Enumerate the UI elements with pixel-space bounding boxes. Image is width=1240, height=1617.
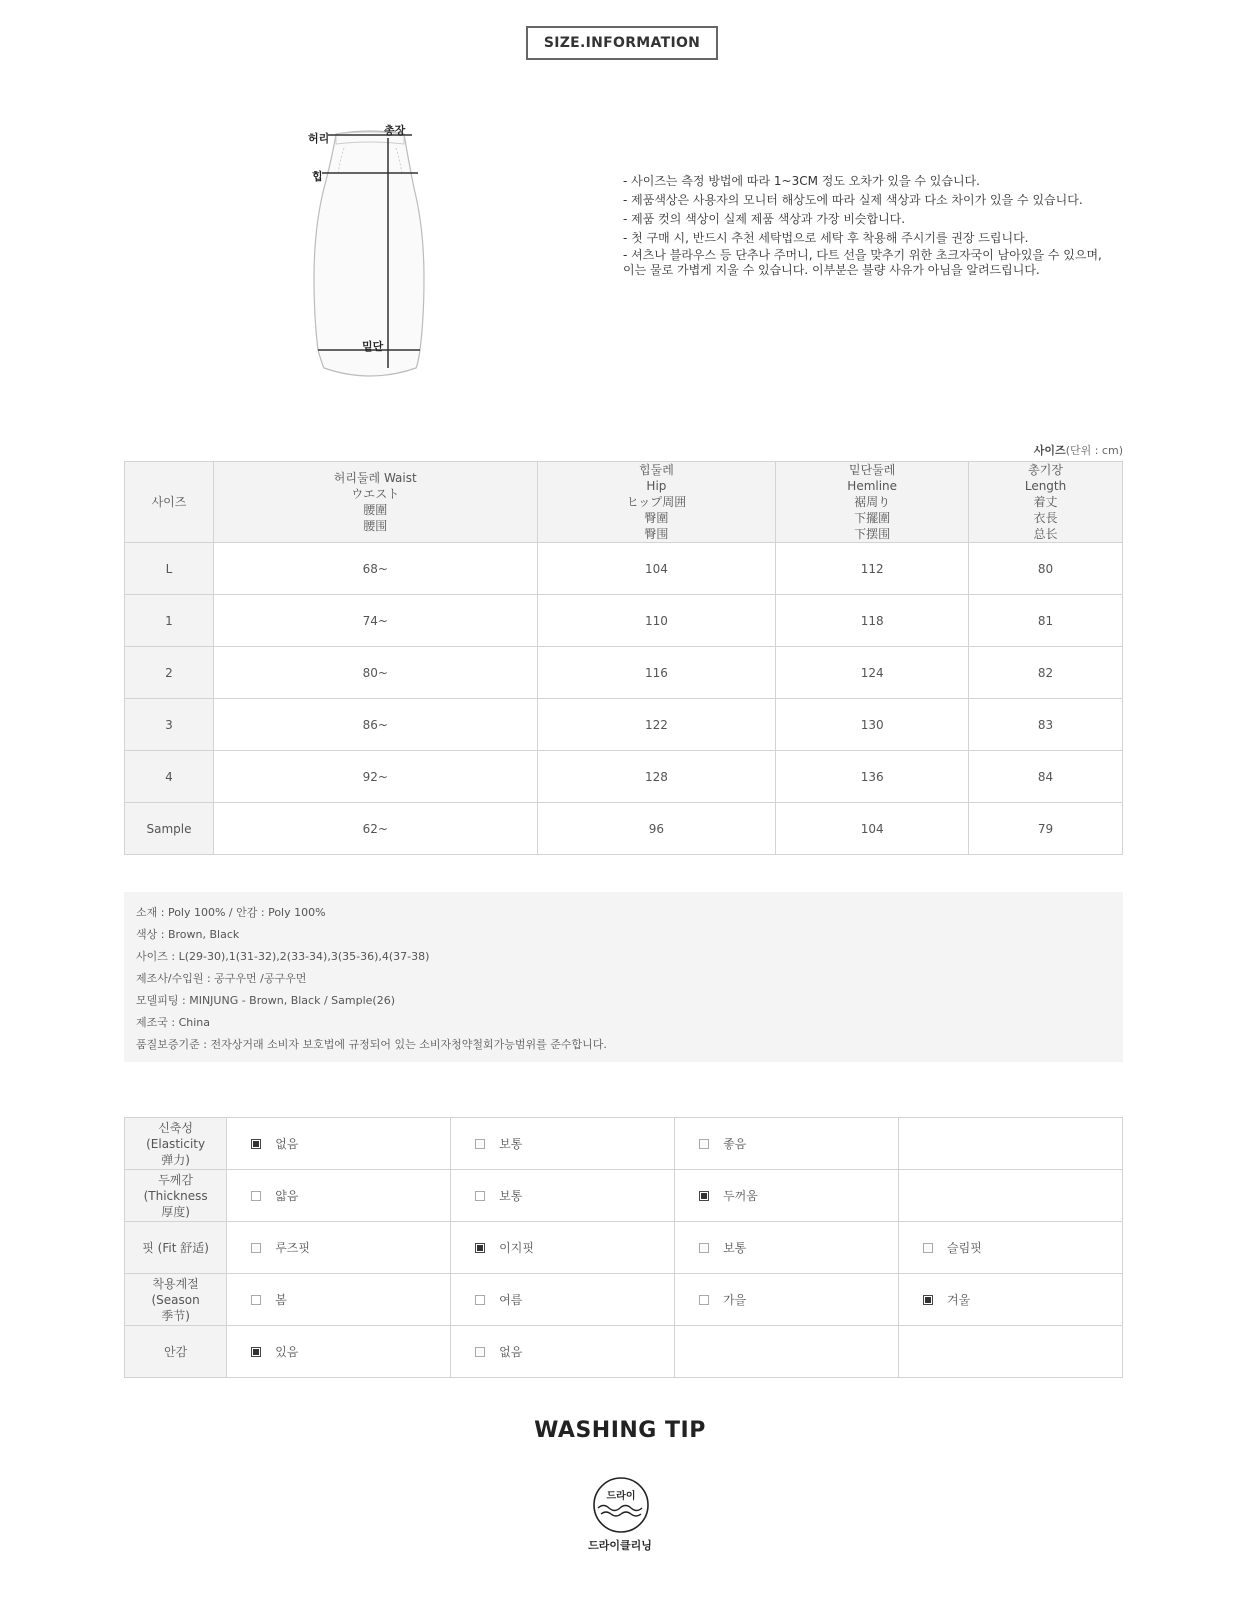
attribute-option-label: 가을: [723, 1293, 747, 1307]
header-line: 腰围: [363, 519, 388, 533]
checkbox-empty-icon: [475, 1191, 485, 1201]
table-row: [125, 699, 1123, 751]
size-cell: 1: [125, 595, 214, 647]
waist-cell: 74~: [213, 595, 537, 647]
header-line: 总长: [1033, 527, 1058, 541]
header-line: Hemline: [847, 479, 898, 493]
header-line: 사이즈: [151, 495, 187, 509]
header-line: 下擺圍: [854, 511, 891, 525]
header-line: 힙둘레: [639, 463, 674, 477]
checkbox-checked-icon: [251, 1139, 261, 1149]
unit-label: [1034, 442, 1123, 458]
checkbox-empty-icon: [475, 1295, 485, 1305]
table-row: [125, 647, 1123, 699]
size-table: [124, 461, 1123, 855]
header-waist: [213, 462, 537, 543]
attribute-option-label: 좋음: [723, 1137, 747, 1151]
header-line: 밑단둘레: [849, 463, 896, 477]
length-cell: 81: [969, 595, 1123, 647]
hemline-cell: 118: [776, 595, 969, 647]
attribute-head-line: 厚度): [161, 1204, 190, 1219]
size-cell: 4: [125, 751, 214, 803]
hemline-cell: 130: [776, 699, 969, 751]
hemline-cell: 136: [776, 751, 969, 803]
attribute-option: [451, 1222, 675, 1274]
header-line: ヒップ周囲: [626, 495, 687, 509]
attribute-option: [227, 1170, 451, 1222]
unit-title: 사이즈: [1033, 444, 1066, 457]
size-cell: 3: [125, 699, 214, 751]
size-table-header-row: [125, 462, 1123, 543]
info-quality-guarantee: 품질보증기준 : 전자상거래 소비자 보호법에 규정되어 있는 소비자청약철회가능범위를 준수합니다.: [136, 1038, 607, 1051]
attribute-option-label: 겨울: [947, 1293, 971, 1307]
hip-cell: 116: [537, 647, 776, 699]
attribute-option-label: 이지핏: [499, 1241, 534, 1255]
attribute-table: [124, 1117, 1123, 1378]
header-line: 裾周り: [854, 495, 891, 509]
size-cell: Sample: [125, 803, 214, 855]
hip-cell: 128: [537, 751, 776, 803]
size-cell: L: [125, 543, 214, 595]
attribute-option: [451, 1274, 675, 1326]
info-sizes: 사이즈 : L(29-30),1(31-32),2(33-34),3(35-36),4(37-38): [136, 950, 430, 963]
washing-tip-title: WASHING TIP: [534, 1418, 706, 1443]
length-cell: 79: [969, 803, 1123, 855]
attribute-option: [451, 1170, 675, 1222]
checkbox-empty-icon: [699, 1139, 709, 1149]
hip-cell: 122: [537, 699, 776, 751]
header-line: 허리둘레 Waist: [333, 471, 417, 485]
attribute-head: [125, 1326, 227, 1378]
attribute-row: [125, 1170, 1123, 1222]
checkbox-checked-icon: [923, 1295, 933, 1305]
hip-cell: 96: [537, 803, 776, 855]
attribute-option: [675, 1222, 899, 1274]
attribute-head: [125, 1222, 227, 1274]
waist-cell: 86~: [213, 699, 537, 751]
hip-cell: 104: [537, 543, 776, 595]
header-line: ウエスト: [351, 487, 400, 501]
header-line: 着丈: [1033, 495, 1058, 509]
note-item: - 제품색상은 사용자의 모니터 해상도에 따라 실제 색상과 다소 차이가 있을 수 있습니다.: [623, 193, 1083, 207]
attribute-option-label: 보통: [499, 1137, 523, 1151]
attribute-empty-cell: [675, 1326, 899, 1378]
attribute-option: [675, 1274, 899, 1326]
attribute-head-line: 착용계절 (Season: [151, 1276, 200, 1307]
attribute-empty-cell: [899, 1170, 1123, 1222]
attribute-head: [125, 1274, 227, 1326]
attribute-head: [125, 1170, 227, 1222]
attribute-option: [227, 1118, 451, 1170]
length-cell: 84: [969, 751, 1123, 803]
attribute-option-label: 얇음: [275, 1189, 299, 1203]
table-row: [125, 803, 1123, 855]
checkbox-checked-icon: [475, 1243, 485, 1253]
attribute-row: [125, 1222, 1123, 1274]
page-title: SIZE.INFORMATION: [526, 26, 718, 60]
attribute-head: [125, 1118, 227, 1170]
header-hemline: [776, 462, 969, 543]
attribute-option-label: 봄: [275, 1293, 287, 1307]
header-size: [125, 462, 214, 543]
attribute-row: [125, 1326, 1123, 1378]
waist-label: 허리: [308, 132, 330, 145]
attribute-option-label: 없음: [275, 1137, 299, 1151]
attribute-option-label: 없음: [499, 1345, 523, 1359]
info-material: 소재 : Poly 100% / 안감 : Poly 100%: [136, 906, 326, 919]
attribute-option: [451, 1326, 675, 1378]
checkbox-empty-icon: [923, 1243, 933, 1253]
skirt-measurement-diagram: [300, 118, 440, 388]
hemline-cell: 112: [776, 543, 969, 595]
header-line: 下摆围: [854, 527, 891, 541]
note-item: - 셔츠나 블라우스 등 단추나 주머니, 다트 선을 맞추기 위한 초크자국이 남아있을 수 있으며, 이는 물로 가볍게 지울 수 있습니다. 이부분은 불량 사유가 아님을 알려드립니다.: [623, 248, 1102, 277]
header-line: Hip: [646, 479, 667, 493]
header-length: [969, 462, 1123, 543]
checkbox-empty-icon: [251, 1191, 261, 1201]
product-info-box: [124, 892, 1123, 1062]
attribute-row: [125, 1118, 1123, 1170]
dry-clean-icon-text: 드라이: [606, 1491, 636, 1502]
attribute-option: [899, 1222, 1123, 1274]
hemline-cell: 104: [776, 803, 969, 855]
attribute-head-line: 弹力): [161, 1152, 190, 1167]
table-row: [125, 543, 1123, 595]
hip-cell: 110: [537, 595, 776, 647]
waist-cell: 80~: [213, 647, 537, 699]
length-label: 총장: [384, 124, 406, 137]
dry-clean-icon-svg: [592, 1476, 650, 1534]
info-model-fitting: 모델피팅 : MINJUNG - Brown, Black / Sample(26): [136, 994, 395, 1007]
checkbox-empty-icon: [699, 1295, 709, 1305]
attribute-option: [675, 1118, 899, 1170]
attribute-option-label: 보통: [723, 1241, 747, 1255]
header-line: 臀围: [644, 527, 669, 541]
attribute-option: [899, 1274, 1123, 1326]
attribute-option: [227, 1222, 451, 1274]
hemline-cell: 124: [776, 647, 969, 699]
hem-label: 밑단: [362, 340, 384, 353]
waist-cell: 92~: [213, 751, 537, 803]
length-cell: 83: [969, 699, 1123, 751]
attribute-option-label: 있음: [275, 1345, 299, 1359]
note-item: - 사이즈는 측정 방법에 따라 1~3CM 정도 오차가 있을 수 있습니다.: [623, 174, 980, 188]
header-line: 총기장: [1028, 463, 1063, 477]
size-cell: 2: [125, 647, 214, 699]
header-line: 衣長: [1033, 511, 1058, 525]
attribute-option: [227, 1326, 451, 1378]
checkbox-empty-icon: [251, 1295, 261, 1305]
attribute-option-label: 루즈핏: [275, 1241, 310, 1255]
checkbox-checked-icon: [251, 1347, 261, 1357]
info-color: 색상 : Brown, Black: [136, 928, 240, 941]
note-item: - 첫 구매 시, 반드시 추천 세탁법으로 세탁 후 착용해 주시기를 권장 드립니다.: [623, 231, 1029, 245]
attribute-option-label: 보통: [499, 1189, 523, 1203]
attribute-head-line: 핏 (Fit 舒适): [142, 1240, 209, 1255]
table-row: [125, 751, 1123, 803]
size-notes: [623, 172, 1103, 278]
header-line: 臀圍: [644, 511, 669, 525]
checkbox-empty-icon: [699, 1243, 709, 1253]
waist-cell: 68~: [213, 543, 537, 595]
checkbox-empty-icon: [251, 1243, 261, 1253]
attribute-empty-cell: [899, 1326, 1123, 1378]
header-line: 腰圍: [363, 503, 388, 517]
length-cell: 80: [969, 543, 1123, 595]
attribute-empty-cell: [899, 1118, 1123, 1170]
attribute-head-line: 안감: [164, 1344, 188, 1359]
attribute-option: [451, 1118, 675, 1170]
table-row: [125, 595, 1123, 647]
checkbox-empty-icon: [475, 1347, 485, 1357]
attribute-option-label: 슬림핏: [947, 1241, 982, 1255]
attribute-option-label: 여름: [499, 1293, 523, 1307]
hip-label: 힙: [312, 170, 323, 183]
attribute-option: [675, 1170, 899, 1222]
length-cell: 82: [969, 647, 1123, 699]
checkbox-empty-icon: [475, 1139, 485, 1149]
washing-label: 드라이클리닝: [588, 1539, 652, 1552]
checkbox-checked-icon: [699, 1191, 709, 1201]
header-line: Length: [1024, 479, 1067, 493]
attribute-head-line: 두께감 (Thickness: [143, 1172, 208, 1203]
attribute-head-line: 季节): [161, 1308, 190, 1323]
unit-note: (단위 : cm): [1065, 444, 1123, 457]
attribute-option: [227, 1274, 451, 1326]
info-manufacturer: 제조사/수입원 : 공구우먼 /공구우먼: [136, 972, 307, 985]
header-hip: [537, 462, 776, 543]
waist-cell: 62~: [213, 803, 537, 855]
note-item: - 제품 컷의 색상이 실제 제품 색상과 가장 비슷합니다.: [623, 212, 906, 226]
attribute-row: [125, 1274, 1123, 1326]
attribute-head-line: 신축성 (Elasticity: [146, 1120, 206, 1151]
dry-clean-icon: [592, 1476, 650, 1534]
attribute-option-label: 두꺼움: [723, 1189, 758, 1203]
info-origin: 제조국 : China: [136, 1016, 210, 1029]
